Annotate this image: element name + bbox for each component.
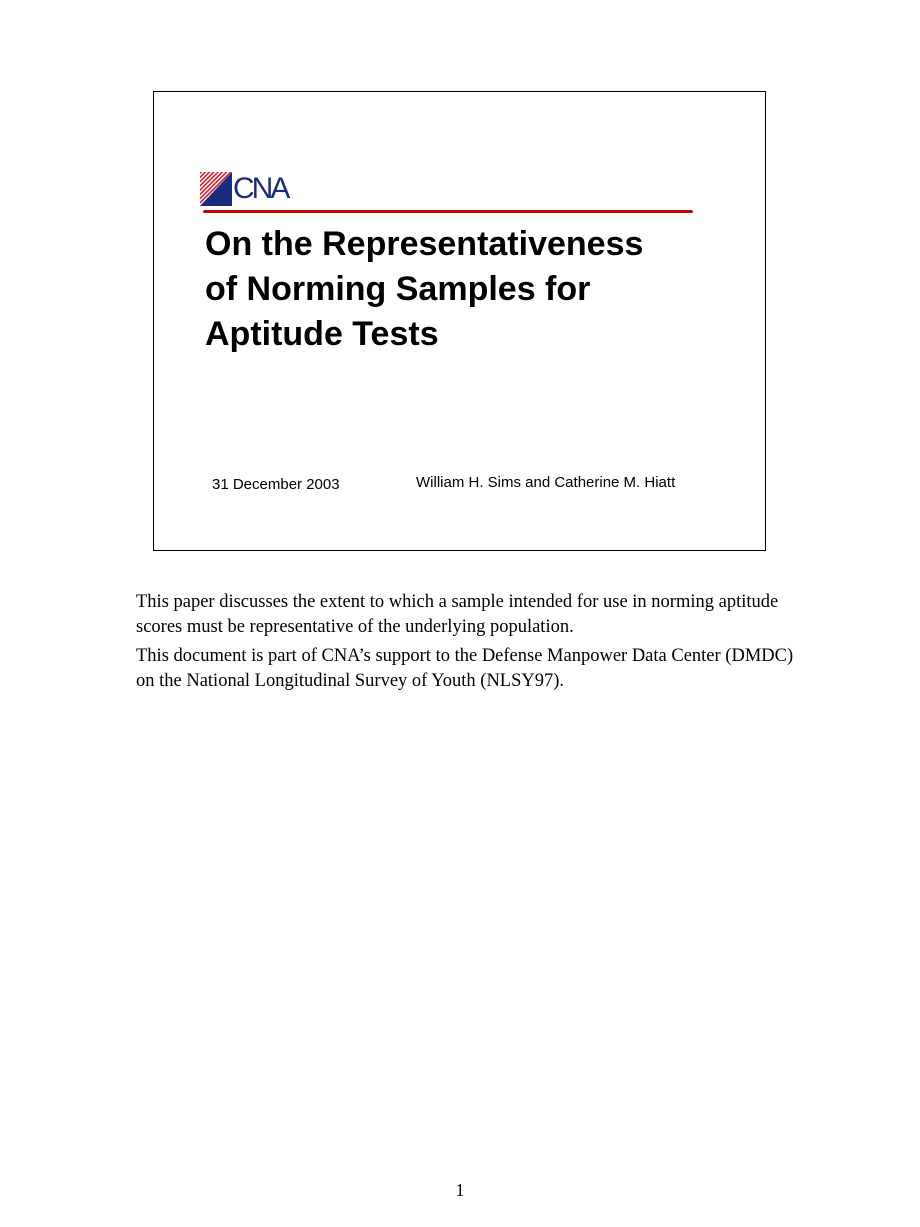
document-date: 31 December 2003 [212,476,340,493]
title-line: Aptitude Tests [205,315,439,353]
logo-text: CNA [233,172,288,205]
document-title [205,222,745,357]
page-number: 1 [455,1180,465,1200]
abstract-paragraph: This paper discusses the extent to which a sample intended for use in norming aptitude scores must be representative of the underlying population. [136,592,779,637]
abstract [136,590,796,698]
document-authors: William H. Sims and Catherine M. Hiatt [416,474,676,491]
title-line: On the Representativeness [205,225,644,263]
title-line: of Norming Samples for [205,270,591,308]
abstract-paragraph: This document is part of CNA’s support to the Defense Manpower Data Center (DMDC) on the National Longitudinal Survey of Youth (NLSY97). [136,646,794,691]
title-rule [203,210,693,213]
cna-logo-icon [200,172,232,206]
cna-logo [200,172,287,206]
